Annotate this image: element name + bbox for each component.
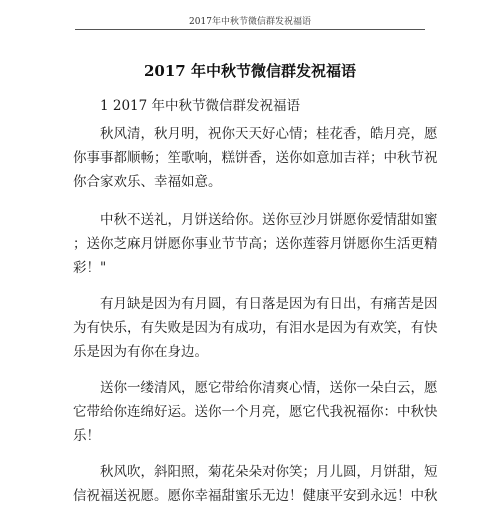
paragraph-4	[73, 376, 440, 448]
paragraph-line: ；送你芝麻月饼愿你事业节节高；送你莲蓉月饼愿你生活更精	[73, 236, 438, 252]
document-title: 2017 年中秋节微信群发祝福语	[144, 62, 356, 80]
paragraph-1	[73, 122, 440, 194]
paragraph-line: 信祝福送祝愿。愿你幸福甜蜜乐无边！健康平安到永远！中秋	[73, 488, 438, 504]
paragraph-line: 中秋不送礼，月饼送给你。送你豆沙月饼愿你爱情甜如蜜	[100, 212, 438, 228]
paragraph-2	[73, 208, 440, 280]
paragraph-line: 送你一缕清风，愿它带给你清爽心情，送你一朵白云，愿	[100, 380, 438, 396]
paragraph-line: 秋风清，秋月明，祝你天天好心情；桂花香，皓月亮，愿	[100, 126, 438, 142]
header-divider	[75, 29, 425, 30]
paragraph-line: 秋风吹，斜阳照，菊花朵朵对你笑；月儿圆，月饼甜，短	[100, 464, 438, 480]
paragraph-3	[73, 292, 440, 364]
paragraph-line: 有月缺是因为有月圆，有日落是因为有日出，有痛苦是因	[100, 296, 438, 312]
paragraph-5	[73, 460, 440, 508]
running-header: 2017年中秋节微信群发祝福语	[189, 17, 311, 27]
paragraph-line: 乐是因为有你在身边。	[73, 344, 208, 360]
paragraph-line: 你合家欢乐、幸福如意。	[73, 174, 222, 190]
paragraph-line: 它带给你连绵好运。送你一个月亮，愿它代我祝福你：中秋快	[73, 404, 438, 420]
paragraph-line: 乐！	[73, 428, 100, 444]
paragraph-line: 为有快乐，有失败是因为有成功，有泪水是因为有欢笑，有快	[73, 320, 438, 336]
paragraph-line: 你事事都顺畅；笙歌响，糕饼香，送你如意加吉祥；中秋节祝	[73, 150, 438, 166]
paragraph-line: 彩！"	[73, 260, 107, 276]
section-heading: 1 2017 年中秋节微信群发祝福语	[100, 98, 301, 114]
